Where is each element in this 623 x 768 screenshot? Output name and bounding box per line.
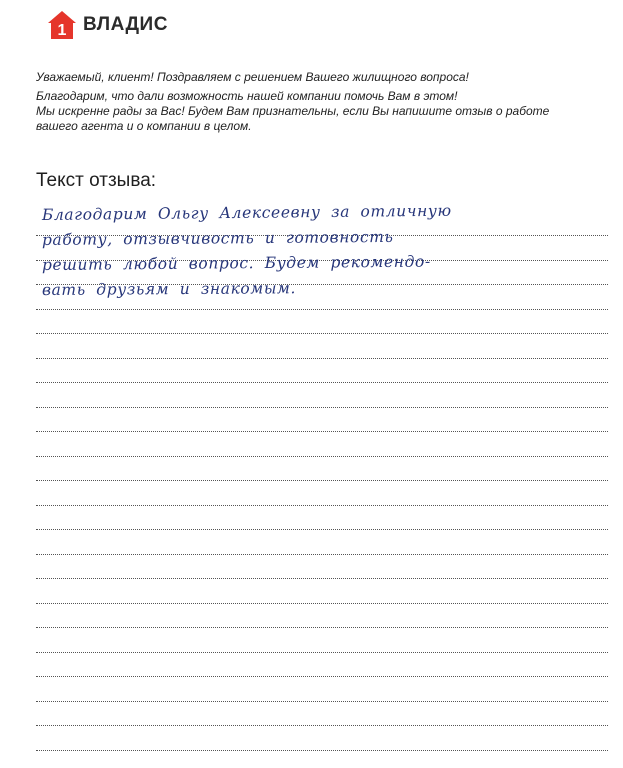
brand-logo xyxy=(47,9,168,41)
ruled-line xyxy=(36,701,608,702)
handwritten-line: Благодарим Ольгу Алексеевну за отличную xyxy=(41,201,452,224)
ruled-line xyxy=(36,676,608,677)
ruled-line xyxy=(36,627,608,628)
ruled-line xyxy=(36,578,608,579)
brand-name: ВЛАДИС xyxy=(83,14,168,35)
handwritten-line: работу, отзывчивость и готовность xyxy=(41,227,394,249)
ruled-line xyxy=(36,554,608,555)
intro-line: вашего агента и о компании в целом. xyxy=(36,119,252,133)
ruled-line xyxy=(36,333,608,334)
logo-digit: 1 xyxy=(57,22,67,39)
review-writing-area xyxy=(36,201,608,753)
ruled-line xyxy=(36,456,608,457)
intro-line: Благодарим, что дали возможность нашей компании помочь Вам в этом! xyxy=(36,89,458,103)
ruled-line xyxy=(36,505,608,506)
ruled-line xyxy=(36,750,608,751)
intro-greeting: Уважаемый, клиент! Поздравляем с решением Вашего жилищного вопроса! xyxy=(36,70,469,84)
house-key-icon xyxy=(47,10,77,40)
ruled-line xyxy=(36,407,608,408)
handwritten-line: вать друзьям и знакомым. xyxy=(41,279,297,299)
ruled-line xyxy=(36,480,608,481)
ruled-line xyxy=(36,358,608,359)
ruled-line xyxy=(36,382,608,383)
review-heading: Текст отзыва: xyxy=(36,170,157,191)
ruled-line xyxy=(36,431,608,432)
ruled-line xyxy=(36,603,608,604)
intro-line: Мы искренне рады за Вас! Будем Вам признательны, если Вы напишите отзыв о работе xyxy=(36,104,550,118)
ruled-line xyxy=(36,309,608,310)
ruled-line xyxy=(36,652,608,653)
ruled-line xyxy=(36,529,608,530)
intro-text xyxy=(36,70,596,134)
ruled-line xyxy=(36,725,608,726)
handwritten-line: решить любой вопрос. Будем рекомендо- xyxy=(41,252,431,274)
